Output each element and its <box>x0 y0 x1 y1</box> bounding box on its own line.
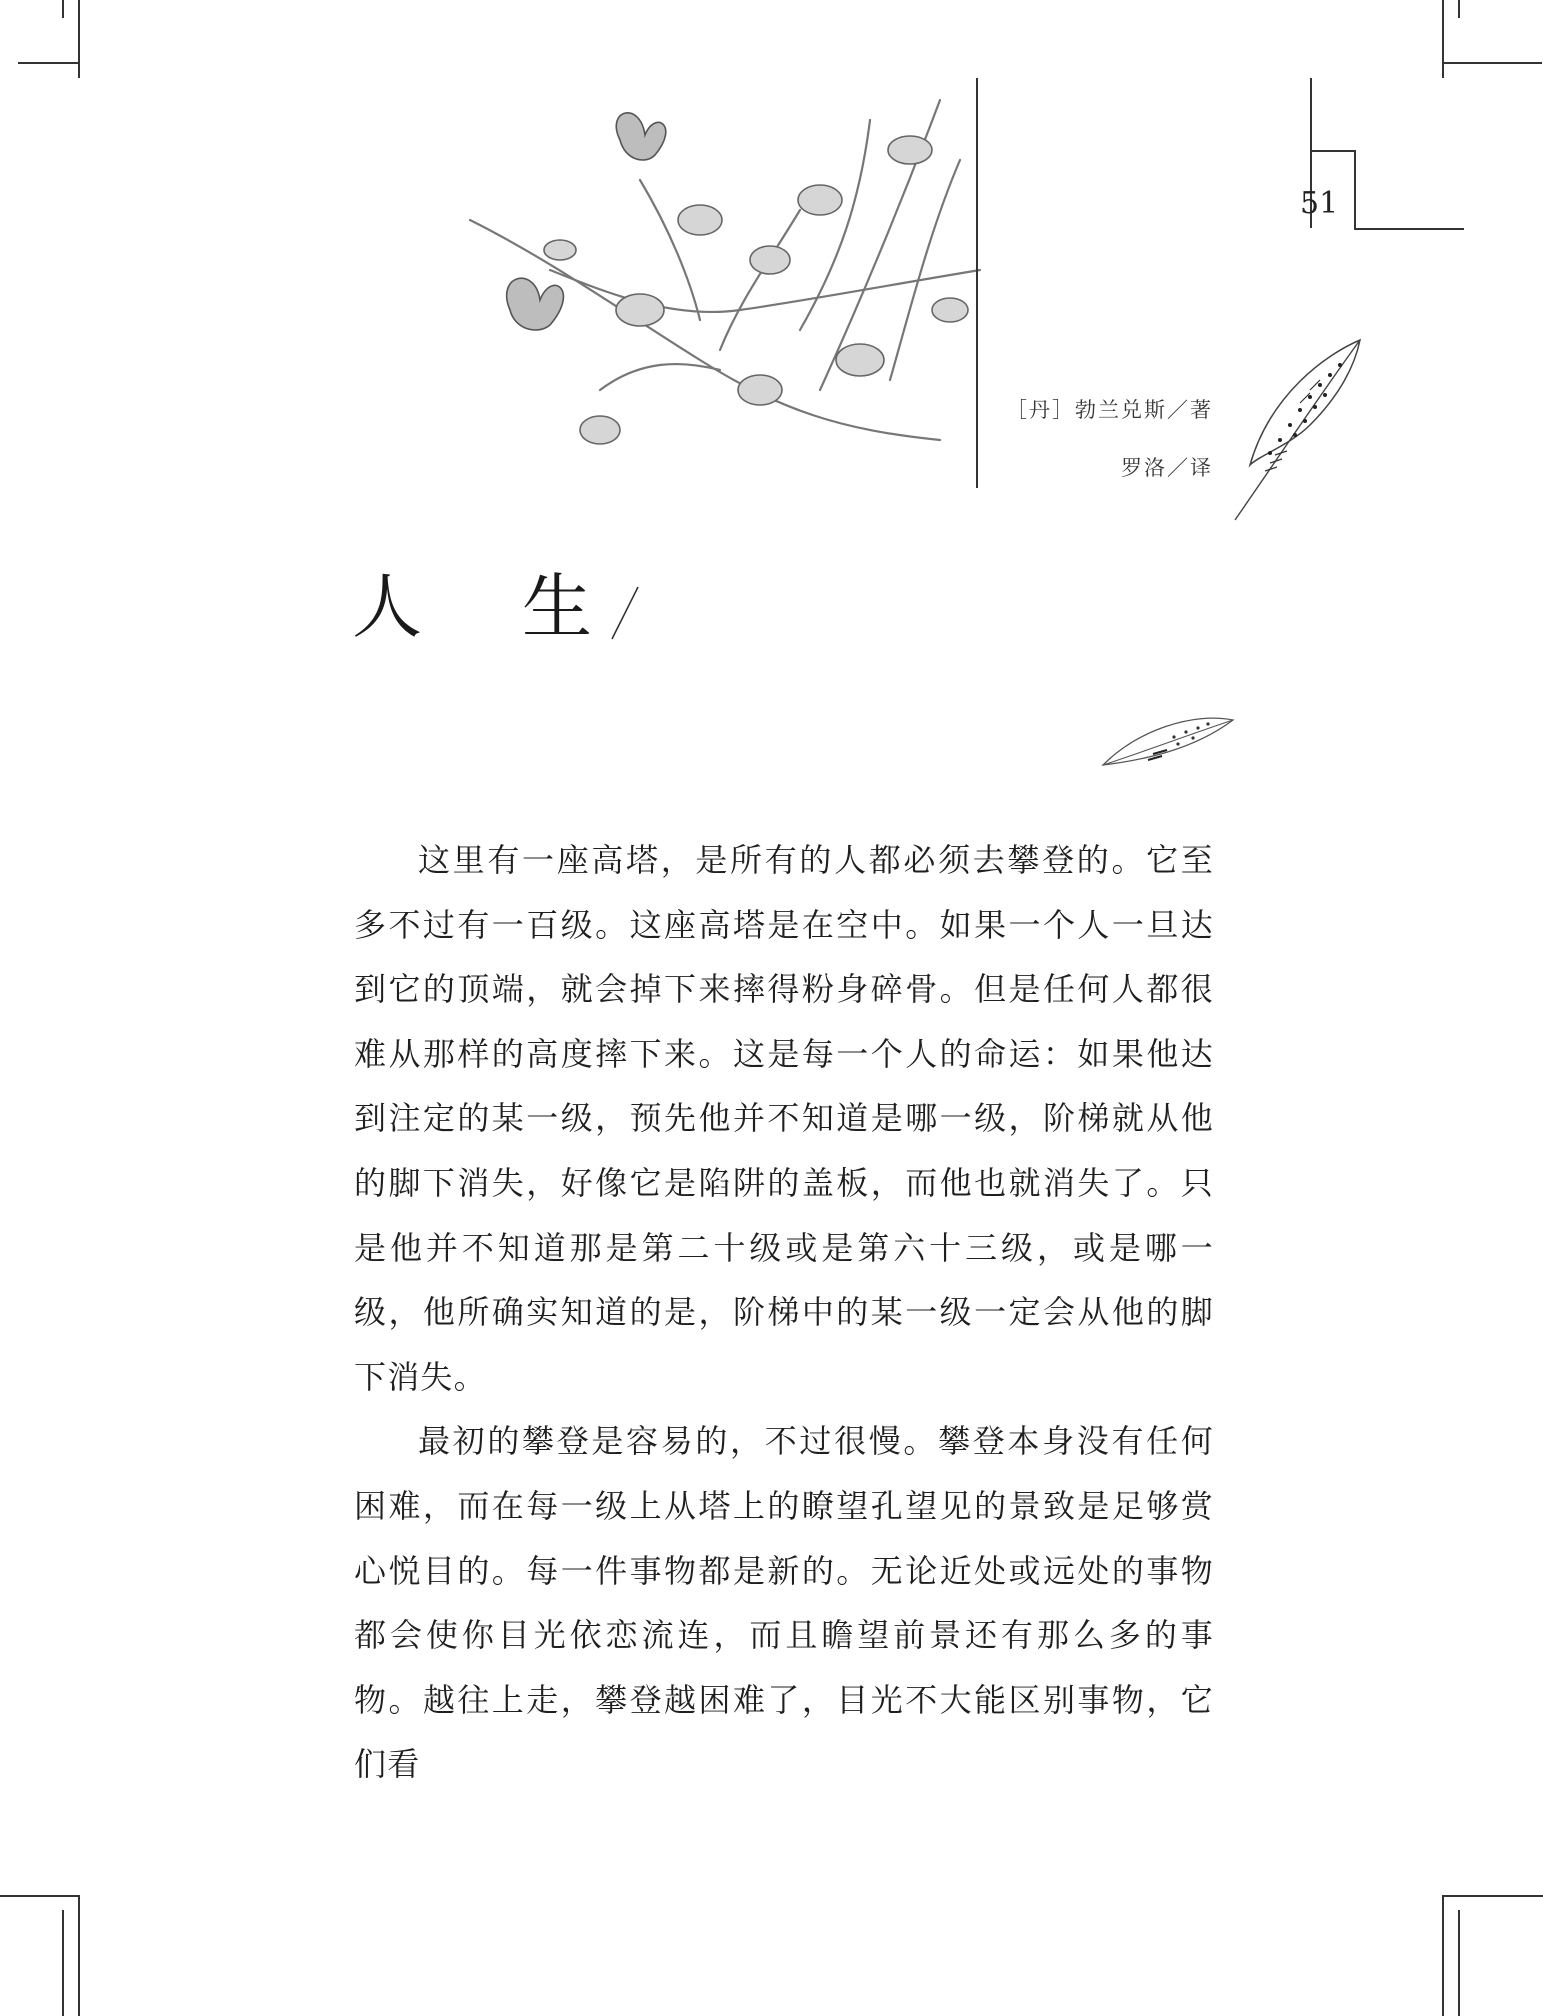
paragraph: 最初的攀登是容易的，不过很慢。攀登本身没有任何困难，而在每一级上从塔上的瞭望孔望见的景致是足够赏心悦目的。每一件事物都是新的。无论近处或远处的事物都会使你目光依恋流连，而且瞻望前景还有那么多的事物。越往上走，攀登越困难了，目光不大能区别事物，它们看 <box>354 1422 1214 1784</box>
vertical-divider <box>976 78 978 488</box>
title-char: 生 <box>522 566 592 648</box>
crop-mark <box>62 1910 64 2016</box>
title-slash-mark <box>610 585 640 641</box>
crop-mark <box>1354 150 1356 230</box>
crop-mark <box>78 1895 80 2016</box>
crop-mark <box>1442 62 1542 64</box>
crop-mark <box>1442 1895 1543 1897</box>
feather-icon <box>1098 710 1238 770</box>
botanical-sketch-with-butterflies <box>440 60 1000 480</box>
crop-mark <box>78 0 80 78</box>
crop-mark <box>1310 150 1354 152</box>
paragraph: 这里有一座高塔，是所有的人都必须去攀登的。它至多不过有一百级。这座高塔是在空中。如果一个人一旦达到它的顶端，就会掉下来摔得粉身碎骨。但是任何人都很难从那样的高度摔下来。这是每一个人的命运：如果他达到注定的某一级，预先他并不知道是哪一级，阶梯就从他的脚下消失，好像它是陷阱的盖板，而他也就消失了。只是他并不知道那是第二十级或是第六十三级，或是哪一级，他所确实知道的是，阶梯中的某一级一定会从他的脚下消失。 <box>354 841 1214 1396</box>
crop-mark <box>1442 1895 1444 2016</box>
crop-mark <box>0 1895 78 1897</box>
crop-mark <box>1458 1910 1460 2016</box>
byline-author: ［丹］勃兰兑斯／著 <box>1006 398 1213 422</box>
byline-translator: 罗洛／译 <box>1121 456 1213 480</box>
crop-mark <box>1354 228 1464 230</box>
feather-icon <box>1230 335 1365 525</box>
crop-mark <box>1458 0 1460 18</box>
crop-mark <box>62 0 64 18</box>
title-char: 人 <box>352 566 422 648</box>
page-number: 51 <box>1300 186 1339 221</box>
body-text <box>354 828 1214 1797</box>
crop-mark <box>18 62 78 64</box>
crop-mark <box>1442 0 1444 78</box>
page-title <box>352 566 592 648</box>
